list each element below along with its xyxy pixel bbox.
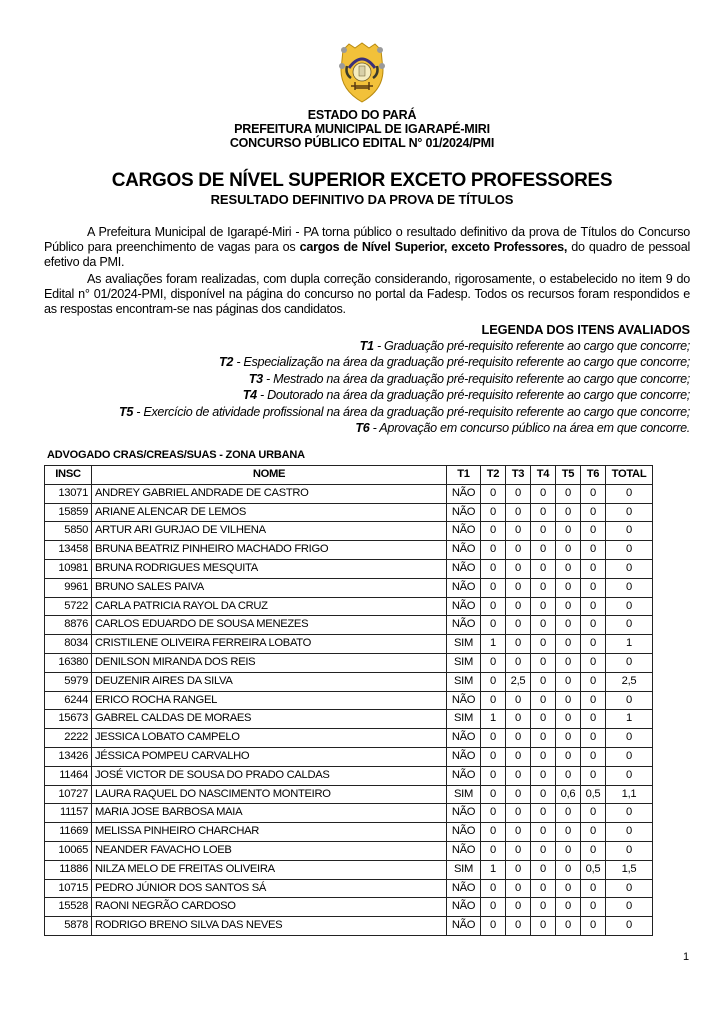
cell-t5: 0	[556, 578, 581, 597]
cell-nome: CRISTILENE OLIVEIRA FERREIRA LOBATO	[92, 635, 447, 654]
header-col-t4: T4	[531, 466, 556, 485]
cell-t5: 0	[556, 616, 581, 635]
legend-item	[10, 371, 690, 387]
cell-t1: NÃO	[447, 578, 481, 597]
cell-insc: 10727	[45, 785, 92, 804]
cell-t1: NÃO	[447, 879, 481, 898]
cell-t4: 0	[531, 785, 556, 804]
table-row	[45, 559, 653, 578]
cell-t2: 0	[481, 804, 506, 823]
page-number: 1	[683, 951, 690, 963]
header-col-t2: T2	[481, 466, 506, 485]
cell-t2: 0	[481, 785, 506, 804]
cell-insc: 6244	[45, 691, 92, 710]
table-row	[45, 879, 653, 898]
cell-t3: 0	[506, 578, 531, 597]
cell-t3: 0	[506, 691, 531, 710]
cell-t4: 0	[531, 860, 556, 879]
cell-t1: NÃO	[447, 747, 481, 766]
cell-t6: 0	[581, 841, 606, 860]
legend-list	[10, 338, 690, 436]
cell-t1: NÃO	[447, 729, 481, 748]
cell-t4: 0	[531, 710, 556, 729]
cell-t1: SIM	[447, 710, 481, 729]
cell-t5: 0	[556, 522, 581, 541]
cell-t3: 0	[506, 710, 531, 729]
cell-nome: MARIA JOSE BARBOSA MAIA	[92, 804, 447, 823]
cell-t5: 0	[556, 503, 581, 522]
cell-nome: RAONI NEGRÃO CARDOSO	[92, 898, 447, 917]
header-col-nome: NOME	[92, 466, 447, 485]
cell-t6: 0	[581, 541, 606, 560]
cell-t3: 0	[506, 860, 531, 879]
cell-insc: 5722	[45, 597, 92, 616]
cell-t4: 0	[531, 823, 556, 842]
cell-nome: BRUNA BEATRIZ PINHEIRO MACHADO FRIGO	[92, 541, 447, 560]
cell-t2: 0	[481, 672, 506, 691]
header-col-t6: T6	[581, 466, 606, 485]
cell-total: 0	[606, 747, 653, 766]
cell-t6: 0	[581, 729, 606, 748]
table-row	[45, 898, 653, 917]
cell-total: 0	[606, 559, 653, 578]
cell-total: 0	[606, 879, 653, 898]
intro-text-bold: cargos de Nível Superior, exceto Professores,	[299, 240, 568, 255]
cell-t2: 1	[481, 635, 506, 654]
cell-total: 0	[606, 541, 653, 560]
cell-t2: 0	[481, 841, 506, 860]
cell-t5: 0	[556, 484, 581, 503]
cell-total: 1	[606, 710, 653, 729]
cell-t2: 0	[481, 691, 506, 710]
cell-insc: 8034	[45, 635, 92, 654]
cell-t1: SIM	[447, 860, 481, 879]
legend-code: T3	[248, 371, 263, 386]
cell-t5: 0	[556, 672, 581, 691]
table-row	[45, 917, 653, 936]
cell-t3: 0	[506, 616, 531, 635]
cell-t5: 0	[556, 710, 581, 729]
cell-t6: 0,5	[581, 860, 606, 879]
cell-t4: 0	[531, 729, 556, 748]
cell-insc: 8876	[45, 616, 92, 635]
cell-t3: 0	[506, 503, 531, 522]
cell-t3: 0	[506, 635, 531, 654]
cell-t3: 2,5	[506, 672, 531, 691]
cell-t1: NÃO	[447, 597, 481, 616]
table-row	[45, 578, 653, 597]
cell-t1: SIM	[447, 653, 481, 672]
header-col-t1: T1	[447, 466, 481, 485]
legend-item	[10, 420, 690, 436]
cell-t5: 0	[556, 747, 581, 766]
cell-t5: 0	[556, 597, 581, 616]
cell-t2: 0	[481, 484, 506, 503]
cell-t2: 0	[481, 559, 506, 578]
cell-t6: 0	[581, 653, 606, 672]
cell-total: 2,5	[606, 672, 653, 691]
legend-code: T1	[359, 339, 374, 353]
cell-t3: 0	[506, 898, 531, 917]
cell-t4: 0	[531, 879, 556, 898]
cell-t6: 0	[581, 484, 606, 503]
table-row	[45, 729, 653, 748]
table-row	[45, 635, 653, 654]
cell-nome: DEUZENIR AIRES DA SILVA	[92, 672, 447, 691]
cell-t6: 0	[581, 879, 606, 898]
cell-nome: ARIANE ALENCAR DE LEMOS	[92, 503, 447, 522]
cell-t6: 0	[581, 747, 606, 766]
cell-t2: 0	[481, 616, 506, 635]
cell-t4: 0	[531, 559, 556, 578]
cell-total: 0	[606, 898, 653, 917]
legend-description: - Especialização na área da graduação pré-requisito referente ao cargo que concorre;	[233, 355, 690, 370]
cell-t2: 0	[481, 503, 506, 522]
table-row	[45, 747, 653, 766]
legend-item	[10, 387, 690, 403]
cell-t1: NÃO	[447, 616, 481, 635]
cell-insc: 15673	[45, 710, 92, 729]
cell-total: 0	[606, 691, 653, 710]
header-col-t3: T3	[506, 466, 531, 485]
cell-t3: 0	[506, 804, 531, 823]
table-row	[45, 860, 653, 879]
cell-t2: 0	[481, 541, 506, 560]
cell-total: 1	[606, 635, 653, 654]
table-header-row	[45, 466, 653, 485]
cell-t4: 0	[531, 917, 556, 936]
cell-total: 0	[606, 804, 653, 823]
cell-t5: 0	[556, 823, 581, 842]
legend-description: - Mestrado na área da graduação pré-requisito referente ao cargo que concorre;	[262, 371, 690, 386]
legend-description: - Graduação pré-requisito referente ao cargo que concorre;	[373, 339, 690, 353]
cell-nome: JOSÉ VICTOR DE SOUSA DO PRADO CALDAS	[92, 766, 447, 785]
cell-t4: 0	[531, 503, 556, 522]
cell-total: 1,1	[606, 785, 653, 804]
cell-t6: 0	[581, 691, 606, 710]
cell-t2: 0	[481, 823, 506, 842]
cell-t6: 0	[581, 710, 606, 729]
table-row	[45, 710, 653, 729]
legend-description: - Doutorado na área da graduação pré-requisito referente ao cargo que concorre;	[256, 388, 690, 403]
table-row	[45, 785, 653, 804]
cell-t1: NÃO	[447, 804, 481, 823]
cell-t5: 0	[556, 653, 581, 672]
cell-t4: 0	[531, 597, 556, 616]
cell-insc: 16380	[45, 653, 92, 672]
coat-of-arms-icon	[337, 42, 387, 104]
cell-t6: 0	[581, 917, 606, 936]
cell-total: 0	[606, 484, 653, 503]
cell-nome: NEANDER FAVACHO LOEB	[92, 841, 447, 860]
legend-code: T4	[242, 388, 257, 403]
legend-item	[10, 354, 690, 370]
legend-item	[10, 338, 690, 354]
cell-t1: NÃO	[447, 559, 481, 578]
cell-t3: 0	[506, 597, 531, 616]
cell-t3: 0	[506, 785, 531, 804]
cell-t4: 0	[531, 898, 556, 917]
cell-t1: NÃO	[447, 841, 481, 860]
cell-t5: 0	[556, 898, 581, 917]
cell-nome: LAURA RAQUEL DO NASCIMENTO MONTEIRO	[92, 785, 447, 804]
cell-t4: 0	[531, 653, 556, 672]
cell-insc: 11669	[45, 823, 92, 842]
cell-nome: GABREL CALDAS DE MORAES	[92, 710, 447, 729]
cell-t1: SIM	[447, 635, 481, 654]
cell-t6: 0	[581, 616, 606, 635]
cell-insc: 15859	[45, 503, 92, 522]
cell-insc: 10981	[45, 559, 92, 578]
table-row	[45, 823, 653, 842]
cell-t6: 0	[581, 635, 606, 654]
table-row	[45, 766, 653, 785]
table-row	[45, 691, 653, 710]
cell-t3: 0	[506, 747, 531, 766]
cell-insc: 15528	[45, 898, 92, 917]
cell-t4: 0	[531, 635, 556, 654]
cell-t6: 0	[581, 672, 606, 691]
cell-t1: NÃO	[447, 503, 481, 522]
cell-t3: 0	[506, 841, 531, 860]
cell-t6: 0,5	[581, 785, 606, 804]
cell-t2: 0	[481, 578, 506, 597]
document-subtitle: RESULTADO DEFINITIVO DA PROVA DE TÍTULOS	[210, 192, 514, 207]
evaluation-text: As avaliações foram realizadas, com dupla correção considerando, rigorosamente, o estabelecido no item 9 do Edital n° 01/2024-PMI, disponível na página do concurso no portal da Fadesp. Todos os recursos foram respondidos e as respostas encontram-se nas páginas dos candidatos.	[44, 272, 690, 317]
cell-insc: 11886	[45, 860, 92, 879]
cell-total: 0	[606, 578, 653, 597]
cell-t1: NÃO	[447, 484, 481, 503]
cell-t1: NÃO	[447, 917, 481, 936]
cell-t1: NÃO	[447, 541, 481, 560]
table-row	[45, 484, 653, 503]
cell-t6: 0	[581, 804, 606, 823]
cell-t1: NÃO	[447, 691, 481, 710]
header-prefecture: PREFEITURA MUNICIPAL DE IGARAPÉ-MIRI	[234, 122, 490, 136]
cell-t5: 0	[556, 559, 581, 578]
cell-t1: NÃO	[447, 766, 481, 785]
cell-t1: NÃO	[447, 898, 481, 917]
cell-t5: 0	[556, 691, 581, 710]
cell-t6: 0	[581, 597, 606, 616]
cell-nome: JÉSSICA POMPEU CARVALHO	[92, 747, 447, 766]
header-col-insc: INSC	[45, 466, 92, 485]
cell-total: 0	[606, 766, 653, 785]
cell-t4: 0	[531, 522, 556, 541]
cell-t1: NÃO	[447, 522, 481, 541]
legend-description: - Aprovação em concurso público na área em que concorre.	[369, 421, 690, 436]
intro-text-end: do quadro de pessoal efetivo da PMI.	[44, 240, 691, 270]
cell-t3: 0	[506, 522, 531, 541]
cell-nome: MELISSA PINHEIRO CHARCHAR	[92, 823, 447, 842]
cell-t6: 0	[581, 823, 606, 842]
cell-t5: 0	[556, 917, 581, 936]
cell-insc: 13426	[45, 747, 92, 766]
cell-total: 0	[606, 823, 653, 842]
cell-t4: 0	[531, 841, 556, 860]
cell-t3: 0	[506, 879, 531, 898]
cell-insc: 13458	[45, 541, 92, 560]
table-row	[45, 804, 653, 823]
cell-t4: 0	[531, 747, 556, 766]
cell-t3: 0	[506, 559, 531, 578]
cell-t5: 0	[556, 729, 581, 748]
header-col-total: TOTAL	[606, 466, 653, 485]
cell-insc: 10065	[45, 841, 92, 860]
cell-t6: 0	[581, 578, 606, 597]
cell-nome: PEDRO JÚNIOR DOS SANTOS SÁ	[92, 879, 447, 898]
cell-t1: SIM	[447, 785, 481, 804]
intro-paragraph	[44, 225, 690, 271]
legend-code: T5	[118, 404, 134, 419]
cell-t6: 0	[581, 766, 606, 785]
legend-title: LEGENDA DOS ITENS AVALIADOS	[481, 322, 690, 337]
cell-insc: 11464	[45, 766, 92, 785]
cell-total: 0	[606, 522, 653, 541]
cell-total: 0	[606, 729, 653, 748]
legend-description: - Exercício de atividade profissional na área da graduação pré-requisito referente ao cargo que concorre;	[133, 404, 690, 419]
cell-t6: 0	[581, 559, 606, 578]
table-row	[45, 597, 653, 616]
cell-nome: CARLOS EDUARDO DE SOUSA MENEZES	[92, 616, 447, 635]
cell-total: 0	[606, 597, 653, 616]
legend-code: T6	[355, 421, 370, 436]
cell-insc: 2222	[45, 729, 92, 748]
cell-nome: BRUNA RODRIGUES MESQUITA	[92, 559, 447, 578]
cell-insc: 9961	[45, 578, 92, 597]
cell-t2: 0	[481, 597, 506, 616]
cell-t4: 0	[531, 616, 556, 635]
table-row	[45, 672, 653, 691]
cell-t1: SIM	[447, 672, 481, 691]
cell-insc: 13071	[45, 484, 92, 503]
cell-t2: 0	[481, 879, 506, 898]
cell-t2: 0	[481, 522, 506, 541]
cell-t6: 0	[581, 898, 606, 917]
header-state: ESTADO DO PARÁ	[307, 108, 417, 122]
table-row	[45, 522, 653, 541]
cell-insc: 5878	[45, 917, 92, 936]
intro-text-start: A Prefeitura Municipal de Igarapé-Miri - PA torna público o resultado definitivo da prova de Títulos do Concurso Público para preenchimento de vagas para os	[44, 225, 690, 255]
legend-item	[10, 404, 690, 420]
cell-nome: DENILSON MIRANDA DOS REIS	[92, 653, 447, 672]
cell-total: 0	[606, 841, 653, 860]
cell-t4: 0	[531, 484, 556, 503]
cell-t4: 0	[531, 578, 556, 597]
cell-t4: 0	[531, 672, 556, 691]
cell-t4: 0	[531, 804, 556, 823]
header-col-t5: T5	[556, 466, 581, 485]
cell-t5: 0	[556, 841, 581, 860]
evaluation-paragraph	[44, 272, 690, 318]
cell-t5: 0	[556, 860, 581, 879]
cell-nome: ARTUR ARI GURJAO DE VILHENA	[92, 522, 447, 541]
cell-total: 0	[606, 917, 653, 936]
cell-t2: 0	[481, 653, 506, 672]
cell-t1: NÃO	[447, 823, 481, 842]
cell-t3: 0	[506, 823, 531, 842]
section-title: ADVOGADO CRAS/CREAS/SUAS - ZONA URBANA	[47, 449, 305, 461]
cell-t6: 0	[581, 522, 606, 541]
cell-insc: 11157	[45, 804, 92, 823]
cell-total: 1,5	[606, 860, 653, 879]
cell-nome: NILZA MELO DE FREITAS OLIVEIRA	[92, 860, 447, 879]
cell-t5: 0	[556, 804, 581, 823]
table-row	[45, 841, 653, 860]
cell-t3: 0	[506, 729, 531, 748]
cell-t3: 0	[506, 484, 531, 503]
table-row	[45, 541, 653, 560]
cell-t4: 0	[531, 691, 556, 710]
cell-t5: 0,6	[556, 785, 581, 804]
cell-t5: 0	[556, 541, 581, 560]
cell-nome: RODRIGO BRENO SILVA DAS NEVES	[92, 917, 447, 936]
cell-total: 0	[606, 653, 653, 672]
cell-total: 0	[606, 503, 653, 522]
table-row	[45, 653, 653, 672]
cell-t5: 0	[556, 635, 581, 654]
cell-t2: 1	[481, 860, 506, 879]
cell-t3: 0	[506, 541, 531, 560]
cell-nome: CARLA PATRICIA RAYOL DA CRUZ	[92, 597, 447, 616]
table-row	[45, 616, 653, 635]
cell-total: 0	[606, 616, 653, 635]
document-title: CARGOS DE NÍVEL SUPERIOR EXCETO PROFESSORES	[111, 170, 613, 191]
cell-t3: 0	[506, 766, 531, 785]
cell-t2: 0	[481, 729, 506, 748]
cell-insc: 5850	[45, 522, 92, 541]
cell-insc: 5979	[45, 672, 92, 691]
cell-t2: 0	[481, 747, 506, 766]
cell-t3: 0	[506, 653, 531, 672]
cell-nome: ANDREY GABRIEL ANDRADE DE CASTRO	[92, 484, 447, 503]
cell-t2: 1	[481, 710, 506, 729]
cell-t5: 0	[556, 766, 581, 785]
cell-t2: 0	[481, 898, 506, 917]
cell-t6: 0	[581, 503, 606, 522]
results-table	[44, 465, 653, 936]
table-row	[45, 503, 653, 522]
cell-t3: 0	[506, 917, 531, 936]
cell-t2: 0	[481, 917, 506, 936]
cell-nome: BRUNO SALES PAIVA	[92, 578, 447, 597]
cell-t4: 0	[531, 766, 556, 785]
cell-t4: 0	[531, 541, 556, 560]
cell-insc: 10715	[45, 879, 92, 898]
cell-t5: 0	[556, 879, 581, 898]
cell-nome: ERICO ROCHA RANGEL	[92, 691, 447, 710]
cell-t2: 0	[481, 766, 506, 785]
cell-nome: JESSICA LOBATO CAMPELO	[92, 729, 447, 748]
header-edital: CONCURSO PÚBLICO EDITAL N° 01/2024/PMI	[229, 136, 495, 150]
legend-code: T2	[219, 355, 234, 370]
